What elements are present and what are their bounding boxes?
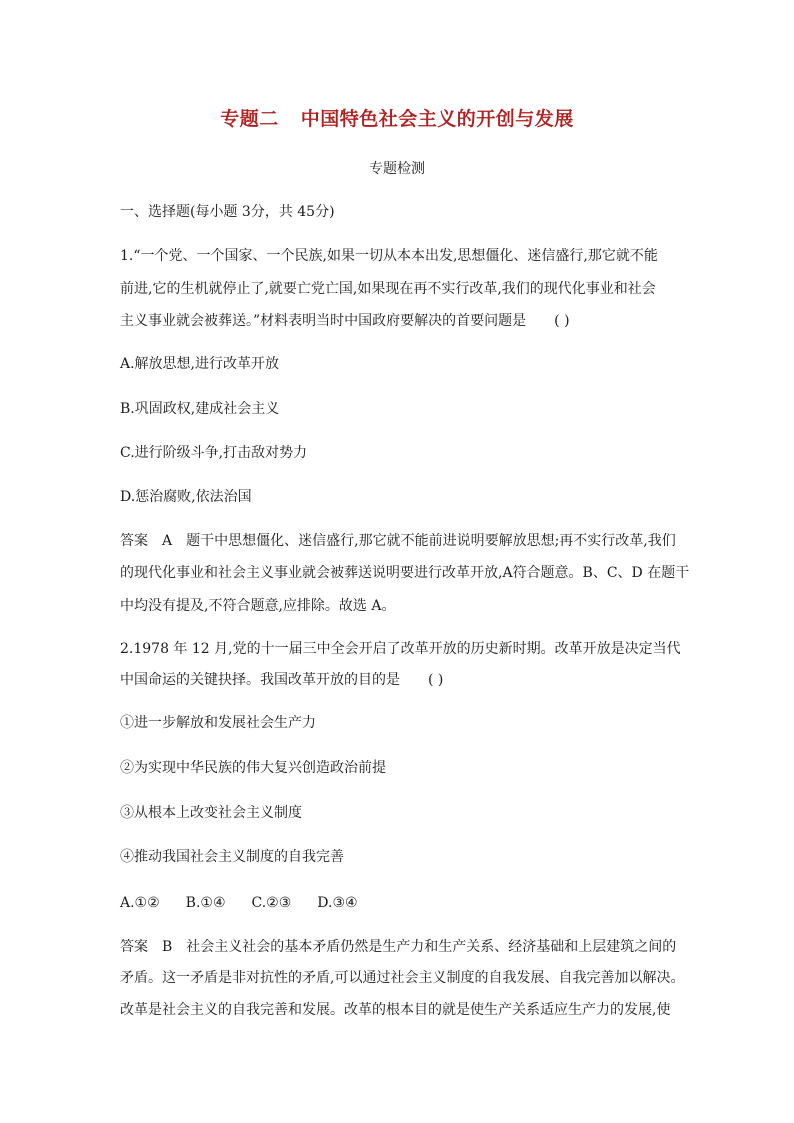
q1-stem-line-3 xyxy=(120,311,570,331)
q2-answer-line-1 xyxy=(120,937,676,957)
q1-option-a: A.解放思想,进行改革开放 xyxy=(120,356,280,372)
q2-stem-line-1: 2.1978 年 12 月,党的十一届三中全会开启了改革开放的历史新时期。改革开放是决定当代 xyxy=(120,641,681,657)
q1-answer-line-2: 的现代化事业和社会主义事业就会被葬送说明要进行改革开放,A符合题意。B、C、D 在题干 xyxy=(120,565,690,581)
q2-option-c: C.②③ xyxy=(251,895,292,911)
q1-stem-line-2: 前进,它的生机就停止了,就要亡党亡国,如果现在再不实行改革,我们的现代化事业和社会 xyxy=(120,281,656,297)
q2-statement-2: ②为实现中华民族的伟大复兴创造政治前提 xyxy=(120,760,386,776)
q1-answer-line-3: 中均没有提及,不符合题意,应排除。故选 A。 xyxy=(120,598,396,614)
q2-stem-text: 中国命运的关键抉择。我国改革开放的目的是 xyxy=(120,672,400,688)
q2-answer-line-3: 改革是社会主义的自我完善和发展。改革的根本目的就是使生产关系适应生产力的发展,使 xyxy=(120,1002,671,1018)
q1-option-b: B.巩固政权,建成社会主义 xyxy=(120,401,280,417)
q2-answer-key: B xyxy=(162,939,173,955)
q2-option-d: D.③④ xyxy=(317,895,358,911)
q1-option-c: C.进行阶级斗争,打击敌对势力 xyxy=(120,445,308,461)
q2-statement-3: ③从根本上改变社会主义制度 xyxy=(120,805,302,821)
q2-answer-text-1: 社会主义社会的基本矛盾仍然是生产力和生产关系、经济基础和上层建筑之间的 xyxy=(186,939,677,955)
q2-answer-blank: ( ) xyxy=(428,672,444,688)
q2-options-row xyxy=(120,893,384,913)
title-topic-name: 中国特色社会主义的开创与发展 xyxy=(300,108,574,130)
q2-statement-1: ①进一步解放和发展社会生产力 xyxy=(120,715,316,731)
q1-answer-line-1 xyxy=(120,531,676,551)
q1-answer-label: 答案 xyxy=(120,533,148,549)
q1-option-d: D.惩治腐败,依法治国 xyxy=(120,489,252,505)
q2-answer-line-2: 矛盾。这一矛盾是非对抗性的矛盾,可以通过社会主义制度的自我发展、自我完善加以解决。 xyxy=(120,970,685,986)
page-subtitle: 专题检测 xyxy=(369,161,425,177)
q2-stem-line-2 xyxy=(120,670,443,690)
q1-stem-line-1: 1.“一个党、一个国家、一个民族,如果一切从本本出发,思想僵化、迷信盛行,那它就不能 xyxy=(120,248,658,264)
q2-option-b: B.①④ xyxy=(185,895,226,911)
q1-answer-key: A xyxy=(162,533,173,549)
q2-statement-4: ④推动我国社会主义制度的自我完善 xyxy=(120,849,344,865)
q2-option-a: A.①② xyxy=(120,895,160,911)
q2-answer-label: 答案 xyxy=(120,939,148,955)
q1-answer-text-1: 题干中思想僵化、迷信盛行,那它就不能前进说明要解放思想;再不实行改革,我们 xyxy=(186,533,676,549)
page-title xyxy=(0,104,794,131)
q1-stem-text: 主义事业就会被葬送。”材料表明当时中国政府要解决的首要问题是 xyxy=(120,313,527,329)
title-topic-number: 专题二 xyxy=(220,108,279,130)
q1-answer-blank: ( ) xyxy=(554,313,570,329)
section-heading: 一、选择题(每小题 3分，共 45分) xyxy=(120,204,335,220)
